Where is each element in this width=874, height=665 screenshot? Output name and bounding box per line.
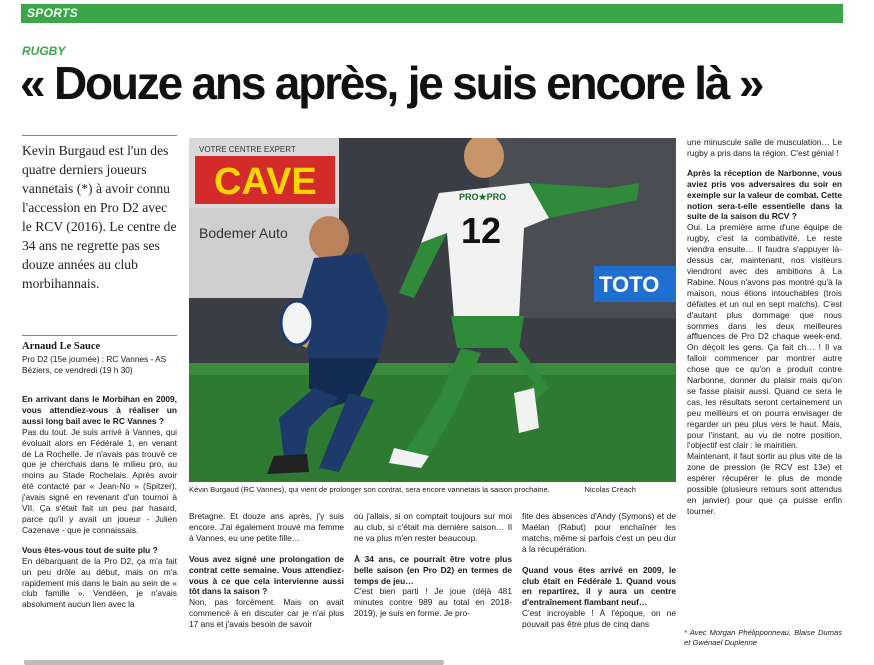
question: Quand vous êtes arrivé en 2009, le club était en Fédérale 1. Quand vous en repartirez, il y aura un centre d'entraînement flambant neuf… [522, 564, 676, 608]
section-label: SPORTS [27, 6, 78, 20]
intro-rule [22, 135, 177, 136]
headline: « Douze ans après, je suis encore là » [20, 57, 763, 109]
question: En arrivant dans le Morbihan en 2009, vous attendiez-vous à réaliser un aussi long bail avec le RC Vannes ? [22, 394, 177, 426]
jersey-sponsor: PRO★PRO [459, 192, 507, 202]
answer: fite des absences d'Andy (Symons) et de Maélan (Rabut) pour enchaîner les matchs, même si parfois c'est un peu dur à la récupération. [522, 511, 676, 554]
author: Arnaud Le Sauce [22, 341, 101, 352]
question: Vous êtes-vous tout de suite plu ? [22, 544, 158, 555]
author-rule [22, 335, 177, 336]
horizontal-scrollbar[interactable] [24, 660, 444, 665]
caption-text: Kévin Burgaud (RC Vannes), qui vient de prolonger son contrat, sera encore vannetais la saison prochaine. [189, 485, 550, 494]
intro-text: Kevin Burgaud est l'un des quatre derniers joueurs vannetais (*) à avoir connu l'accession en Pro D2 avec le RCV (2016). Le centre de 34 ans ne regrette pas ses douze années au club morbihannais. [22, 143, 177, 291]
answer: Oui. La première arme d'une équipe de rugby, c'est la combativité. Le reste viendra ensuite… Il faudra s'appuyer là-dessus car, maintenant, nos visiteurs viendront avec des ambitions à La Rabine. Nous n'avons pas montré qu'à la maison, nous étions intouchables (trois défaites et un nul en sept matchs). C'est d'autant plus dommage que nous sommes dans les deux meilleures affluences de Pro D2 chaque week-end. On déçoit les gens. Ça fait ch… ! Il va falloir commencer par montrer autre chose que ce qu'on a produit contre Narbonne, donner du plaisir mais qu'on se fasse plaisir aussi. Quand ce sera le cas, les résultats seront certainement un peu meilleurs et on pourra envisager de regarder un peu plus vers le haut. Mais, pour l'instant, au vu de notre position, l'objectif est clair : le maintien. [687, 222, 842, 451]
rugby-photo [189, 138, 676, 482]
question: Vous avez signé une prolongation de contrat cette semaine. Vous attendiez-vous à ce que cela intervienne aussi tôt dans la saison ? [189, 553, 344, 597]
match-info: Pro D2 (15e journée) : RC Vannes - AS Béziers, ce vendredi (19 h 30) [22, 354, 167, 375]
answer: Non, pas forcément. Mais on avait commencé à en discuter car je n'ai plus 17 ans et j'avais besoin de savoir [189, 597, 344, 630]
column-1 [22, 388, 177, 610]
bodemer-text: Bodemer Auto [199, 225, 288, 241]
question: À 34 ans, ce pourrait être votre plus belle saison (en Pro D2) en termes de temps de jeu… [354, 553, 512, 586]
photo-credit: Nicolas Créach [584, 485, 636, 494]
question: Après la réception de Narbonne, vous aviez pris vos adversaires du soir en exemple sur la valeur de combat. Cette notion sera-t-elle essentielle dans la suite de la saison du RCV ? [687, 167, 842, 222]
right-banner-text: TOTO [599, 272, 660, 297]
footnote: * Avec Morgan Phélipponneau, Blaise Dumas et Gwénael Duplenne [684, 628, 842, 647]
photo-caption [189, 485, 676, 495]
answer: une minuscule salle de musculation… Le rugby a pris dans la région. C'est génial ! [687, 137, 842, 158]
column-5 [687, 137, 842, 517]
column-4 [522, 511, 676, 630]
cave-sign-text: CAVE [214, 161, 317, 203]
answer: Pas du tout. Je suis arrivé à Vannes, qui évoluait alors en Fédérale 1, en venant de La Rochelle. Je n'avais pas trouvé ce que je cherchais dans le milieu pro, au moins au Stade Rochelais. Après avoir été contacté par « Jean-No » (Spitzer), j'avais signé en revenant d'un tournoi à VII. Ça s'était fait un peu par hasard, parce qu'il y avait un joueur - Julien Cazenave - que je connaissais. [22, 426, 177, 535]
photo-illustration [189, 138, 676, 482]
cave-top-text: VOTRE CENTRE EXPERT [199, 145, 296, 154]
jersey-number: 12 [461, 210, 502, 251]
answer: C'est incroyable ! À l'époque, on ne pouvait pas être plus de cinq dans [522, 608, 676, 630]
column-3 [354, 511, 512, 619]
answer: Bretagne. Et douze ans après, j'y suis encore. J'ai également trouvé ma femme à Vannes, eu une petite fille… [189, 511, 344, 543]
kicker: RUGBY [22, 44, 66, 58]
section-band [21, 4, 843, 23]
answer: Maintenant, il faut sortir au plus vite de la zone de pression (le RCV est 13e) et espérer récupérer le plus de monde possible (plusieurs retours sont attendus en janvier) pour que ça puisse enfin tourner. [687, 451, 842, 516]
answer: C'est bien parti ! Je joue (déjà 481 minutes contre 989 au total en 2018-2019), je suis en forme. Je pro- [354, 586, 512, 619]
answer: En débarquant de la Pro D2, ça m'a fait un peu drôle au début, mais on m'a rapidement mis dans le bain au sein de « club famille ». Vendéen, je n'avais absolument aucun lien avec la [22, 555, 177, 610]
answer: où j'allais, si on comptait toujours sur moi au club, si c'était ma dernière saison… Il ne va plus m'en rester beaucoup. [354, 511, 512, 543]
column-2 [189, 511, 344, 630]
